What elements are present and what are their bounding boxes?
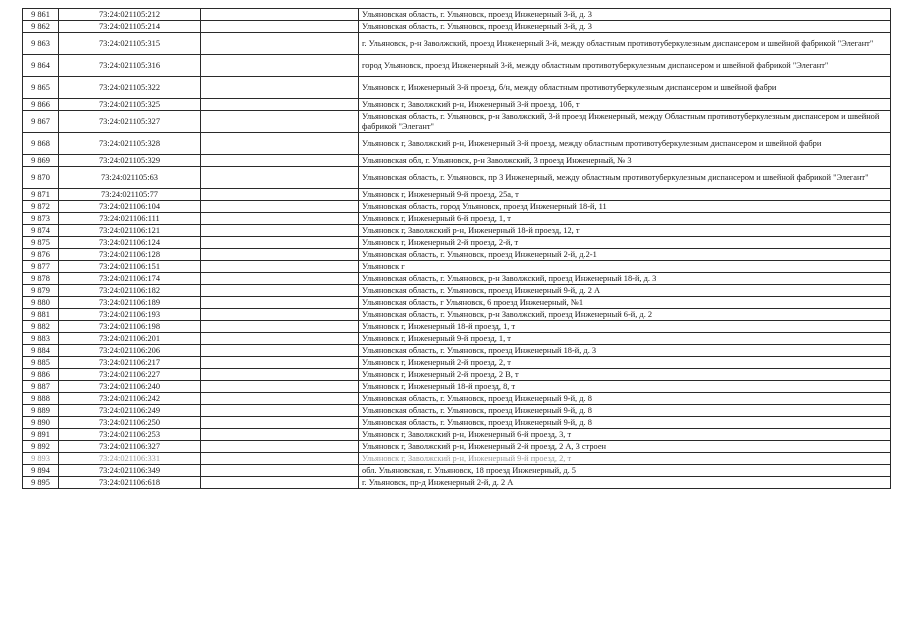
- row-number-cell: 9 870: [23, 167, 59, 189]
- table-row: [23, 297, 891, 309]
- address-cell: Ульяновск г, Инженерный 2-й проезд, 2 В, т: [359, 369, 891, 381]
- table-row: [23, 345, 891, 357]
- row-number-cell: 9 876: [23, 249, 59, 261]
- empty-cell: [201, 345, 359, 357]
- cadastral-number-cell: 73:24:021106:174: [59, 273, 201, 285]
- table-row: [23, 133, 891, 155]
- empty-cell: [201, 285, 359, 297]
- cadastral-number-cell: 73:24:021106:198: [59, 321, 201, 333]
- cadastral-number-cell: 73:24:021106:242: [59, 393, 201, 405]
- cadastral-number-cell: 73:24:021106:128: [59, 249, 201, 261]
- row-number-cell: 9 877: [23, 261, 59, 273]
- empty-cell: [201, 441, 359, 453]
- row-number-cell: 9 882: [23, 321, 59, 333]
- address-cell: Ульяновск г, Инженерный 18-й проезд, 1, т: [359, 321, 891, 333]
- empty-cell: [201, 9, 359, 21]
- empty-cell: [201, 333, 359, 345]
- row-number-cell: 9 866: [23, 99, 59, 111]
- empty-cell: [201, 155, 359, 167]
- cadastral-number-cell: 73:24:021106:201: [59, 333, 201, 345]
- empty-cell: [201, 417, 359, 429]
- address-cell: Ульяновск г, Заволжский р-н, Инженерный 6-й проезд, 3, т: [359, 429, 891, 441]
- row-number-cell: 9 871: [23, 189, 59, 201]
- empty-cell: [201, 261, 359, 273]
- row-number-cell: 9 873: [23, 213, 59, 225]
- table-row: [23, 249, 891, 261]
- empty-cell: [201, 111, 359, 133]
- address-cell: г. Ульяновск, р-н Заволжский, проезд Инженерный 3-й, между областным противотуберкулезным диспансером и швейной фабрикой "Элегант": [359, 33, 891, 55]
- row-number-cell: 9 868: [23, 133, 59, 155]
- cadastral-number-cell: 73:24:021105:328: [59, 133, 201, 155]
- table-body: [23, 9, 891, 489]
- row-number-cell: 9 865: [23, 77, 59, 99]
- cadastral-number-cell: 73:24:021106:618: [59, 477, 201, 489]
- row-number-cell: 9 874: [23, 225, 59, 237]
- row-number-cell: 9 879: [23, 285, 59, 297]
- empty-cell: [201, 405, 359, 417]
- cadastral-number-cell: 73:24:021106:124: [59, 237, 201, 249]
- cadastral-number-cell: 73:24:021106:111: [59, 213, 201, 225]
- address-cell: Ульяновск г: [359, 261, 891, 273]
- row-number-cell: 9 875: [23, 237, 59, 249]
- empty-cell: [201, 249, 359, 261]
- row-number-cell: 9 861: [23, 9, 59, 21]
- address-cell: Ульяновская область, г. Ульяновск, р-н Заволжский, проезд Инженерный 18-й, д. 3: [359, 273, 891, 285]
- cadastral-number-cell: 73:24:021106:253: [59, 429, 201, 441]
- address-cell: Ульяновск г, Заволжский р-н, Инженерный 9-й проезд, 2, т: [359, 453, 891, 465]
- cadastral-number-cell: 73:24:021106:104: [59, 201, 201, 213]
- address-cell: Ульяновск г, Инженерный 9-й проезд, 25а, т: [359, 189, 891, 201]
- cadastral-number-cell: 73:24:021106:250: [59, 417, 201, 429]
- row-number-cell: 9 889: [23, 405, 59, 417]
- address-cell: Ульяновская область, г. Ульяновск, р-н Заволжский, проезд Инженерный 6-й, д. 2: [359, 309, 891, 321]
- table-row: [23, 201, 891, 213]
- table-row: [23, 381, 891, 393]
- empty-cell: [201, 297, 359, 309]
- address-cell: Ульяновск г, Заволжский р-н, Инженерный 18-й проезд, 12, т: [359, 225, 891, 237]
- cadastral-number-cell: 73:24:021106:249: [59, 405, 201, 417]
- address-cell: Ульяновская обл, г. Ульяновск, р-н Заволжский, 3 проезд Инженерный, № 3: [359, 155, 891, 167]
- row-number-cell: 9 867: [23, 111, 59, 133]
- empty-cell: [201, 381, 359, 393]
- table-row: [23, 321, 891, 333]
- table-row: [23, 261, 891, 273]
- cadastral-number-cell: 73:24:021105:329: [59, 155, 201, 167]
- address-cell: Ульяновск г, Заволжский р-н, Инженерный 3-й проезд, между областным противотуберкулезным диспансером и швейной фабри: [359, 133, 891, 155]
- address-cell: Ульяновская область, г. Ульяновск, р-н Заволжский, 3-й проезд Инженерный, между Областным противотуберкулезным диспансером и швейной фабрикой "Элегант": [359, 111, 891, 133]
- cadastral-number-cell: 73:24:021106:240: [59, 381, 201, 393]
- table-row: [23, 21, 891, 33]
- row-number-cell: 9 869: [23, 155, 59, 167]
- empty-cell: [201, 77, 359, 99]
- empty-cell: [201, 357, 359, 369]
- address-cell: Ульяновская область, г. Ульяновск, проезд Инженерный 9-й, д. 2 А: [359, 285, 891, 297]
- empty-cell: [201, 309, 359, 321]
- row-number-cell: 9 888: [23, 393, 59, 405]
- address-cell: обл. Ульяновская, г. Ульяновск, 18 проезд Инженерный, д. 5: [359, 465, 891, 477]
- table-row: [23, 285, 891, 297]
- row-number-cell: 9 890: [23, 417, 59, 429]
- row-number-cell: 9 881: [23, 309, 59, 321]
- cadastral-number-cell: 73:24:021106:217: [59, 357, 201, 369]
- cadastral-number-cell: 73:24:021106:331: [59, 453, 201, 465]
- empty-cell: [201, 99, 359, 111]
- row-number-cell: 9 885: [23, 357, 59, 369]
- cadastral-number-cell: 73:24:021105:214: [59, 21, 201, 33]
- address-cell: Ульяновск г, Инженерный 2-й проезд, 2-й, т: [359, 237, 891, 249]
- table-row: [23, 405, 891, 417]
- address-cell: Ульяновская область, г. Ульяновск, проезд Инженерный 2-й, д.2-1: [359, 249, 891, 261]
- empty-cell: [201, 321, 359, 333]
- empty-cell: [201, 369, 359, 381]
- table-row: [23, 477, 891, 489]
- empty-cell: [201, 477, 359, 489]
- cadastral-number-cell: 73:24:021105:212: [59, 9, 201, 21]
- empty-cell: [201, 167, 359, 189]
- table-row: [23, 429, 891, 441]
- table-row: [23, 333, 891, 345]
- cadastral-table: [22, 8, 891, 489]
- row-number-cell: 9 891: [23, 429, 59, 441]
- row-number-cell: 9 880: [23, 297, 59, 309]
- cadastral-number-cell: 73:24:021106:206: [59, 345, 201, 357]
- address-cell: Ульяновск г, Инженерный 18-й проезд, 8, т: [359, 381, 891, 393]
- table-row: [23, 237, 891, 249]
- cadastral-number-cell: 73:24:021105:315: [59, 33, 201, 55]
- address-cell: Ульяновская область, город Ульяновск, проезд Инженерный 18-й, 11: [359, 201, 891, 213]
- address-cell: Ульяновская область, г Ульяновск, 6 проезд Инженерный, №1: [359, 297, 891, 309]
- cadastral-number-cell: 73:24:021105:322: [59, 77, 201, 99]
- table-row: [23, 393, 891, 405]
- table-row: [23, 55, 891, 77]
- row-number-cell: 9 863: [23, 33, 59, 55]
- row-number-cell: 9 894: [23, 465, 59, 477]
- cadastral-number-cell: 73:24:021105:63: [59, 167, 201, 189]
- table-row: [23, 111, 891, 133]
- table-row: [23, 9, 891, 21]
- address-cell: Ульяновск г, Инженерный 6-й проезд, 1, т: [359, 213, 891, 225]
- address-cell: Ульяновск г, Заволжский р-н, Инженерный 2-й проезд, 2 А, 3 строен: [359, 441, 891, 453]
- address-cell: Ульяновск г, Инженерный 9-й проезд, 1, т: [359, 333, 891, 345]
- table-row: [23, 309, 891, 321]
- table-row: [23, 155, 891, 167]
- cadastral-number-cell: 73:24:021105:325: [59, 99, 201, 111]
- row-number-cell: 9 862: [23, 21, 59, 33]
- row-number-cell: 9 893: [23, 453, 59, 465]
- table-row: [23, 189, 891, 201]
- address-cell: Ульяновск г, Инженерный 2-й проезд, 2, т: [359, 357, 891, 369]
- table-row: [23, 273, 891, 285]
- cadastral-number-cell: 73:24:021106:349: [59, 465, 201, 477]
- cadastral-number-cell: 73:24:021106:189: [59, 297, 201, 309]
- address-cell: Ульяновская область, г. Ульяновск, проезд Инженерный 3-й, д. 3: [359, 9, 891, 21]
- empty-cell: [201, 201, 359, 213]
- table-row: [23, 33, 891, 55]
- cadastral-number-cell: 73:24:021106:182: [59, 285, 201, 297]
- address-cell: Ульяновская область, г. Ульяновск, проезд Инженерный 18-й, д. 3: [359, 345, 891, 357]
- cadastral-number-cell: 73:24:021106:121: [59, 225, 201, 237]
- empty-cell: [201, 33, 359, 55]
- address-cell: Ульяновская область, г. Ульяновск, проезд Инженерный 9-й, д. 8: [359, 417, 891, 429]
- table-row: [23, 357, 891, 369]
- cadastral-number-cell: 73:24:021105:316: [59, 55, 201, 77]
- table-row: [23, 99, 891, 111]
- empty-cell: [201, 429, 359, 441]
- row-number-cell: 9 872: [23, 201, 59, 213]
- row-number-cell: 9 892: [23, 441, 59, 453]
- address-cell: Ульяновская область, г. Ульяновск, проезд Инженерный 9-й, д. 8: [359, 405, 891, 417]
- empty-cell: [201, 225, 359, 237]
- empty-cell: [201, 189, 359, 201]
- table-row: [23, 453, 891, 465]
- table-row: [23, 369, 891, 381]
- row-number-cell: 9 895: [23, 477, 59, 489]
- cadastral-number-cell: 73:24:021106:193: [59, 309, 201, 321]
- empty-cell: [201, 21, 359, 33]
- address-cell: город Ульяновск, проезд Инженерный 3-й, между областным противотуберкулезным диспансером и швейной фабрикой "Элегант": [359, 55, 891, 77]
- row-number-cell: 9 886: [23, 369, 59, 381]
- cadastral-number-cell: 73:24:021106:227: [59, 369, 201, 381]
- empty-cell: [201, 55, 359, 77]
- empty-cell: [201, 213, 359, 225]
- address-cell: Ульяновск г, Заволжский р-н, Инженерный 3-й проезд, 10б, т: [359, 99, 891, 111]
- empty-cell: [201, 273, 359, 285]
- address-cell: Ульяновская область, г. Ульяновск, проезд Инженерный 3-й, д. 3: [359, 21, 891, 33]
- empty-cell: [201, 453, 359, 465]
- address-cell: Ульяновская область, г. Ульяновск, пр 3 Инженерный, между областным противотуберкулезным диспансером и швейной фабрикой "Элегант": [359, 167, 891, 189]
- empty-cell: [201, 133, 359, 155]
- address-cell: Ульяновская область, г. Ульяновск, проезд Инженерный 9-й, д. 8: [359, 393, 891, 405]
- empty-cell: [201, 465, 359, 477]
- address-cell: г. Ульяновск, пр-д Инженерный 2-й, д. 2 А: [359, 477, 891, 489]
- empty-cell: [201, 237, 359, 249]
- table-row: [23, 441, 891, 453]
- table-row: [23, 77, 891, 99]
- cadastral-number-cell: 73:24:021106:151: [59, 261, 201, 273]
- table-row: [23, 167, 891, 189]
- table-row: [23, 417, 891, 429]
- cadastral-number-cell: 73:24:021105:327: [59, 111, 201, 133]
- row-number-cell: 9 883: [23, 333, 59, 345]
- cadastral-number-cell: 73:24:021105:77: [59, 189, 201, 201]
- row-number-cell: 9 864: [23, 55, 59, 77]
- table-row: [23, 213, 891, 225]
- address-cell: Ульяновск г, Инженерный 3-й проезд, б/н, между областным противотуберкулезным диспансером и швейной фабри: [359, 77, 891, 99]
- row-number-cell: 9 878: [23, 273, 59, 285]
- empty-cell: [201, 393, 359, 405]
- cadastral-number-cell: 73:24:021106:327: [59, 441, 201, 453]
- row-number-cell: 9 884: [23, 345, 59, 357]
- row-number-cell: 9 887: [23, 381, 59, 393]
- table-row: [23, 465, 891, 477]
- table-row: [23, 225, 891, 237]
